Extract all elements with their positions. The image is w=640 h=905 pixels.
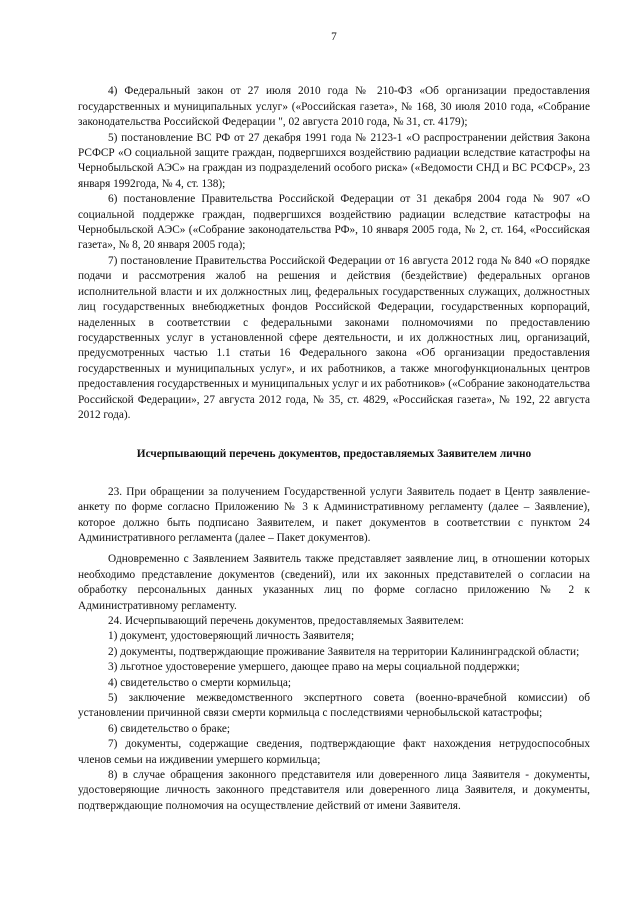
document-list-item-8: 8) в случае обращения законного представителя или доверенного лица Заявителя - документы, удостоверяющие личность законного представителя или доверенного лица Заявителя, и документы, подтверждающие полномочия на осуществление действий от имени Заявителя.	[78, 769, 590, 812]
clause-23: 23. При обращении за получением Государственной услуги Заявитель подает в Центр заявление-анкету по форме согласно Приложению № 3 к Административному регламенту (далее – Заявление), которое должно быть подписано Заявителем, и пакет документов в соответствии с пунктом 24 Административного регламента (далее – Пакет документов).	[78, 485, 590, 544]
document-list-item-3: 3) льготное удостоверение умершего, дающее право на меры социальной поддержки;	[108, 661, 520, 674]
law-item-5: 5) постановление ВС РФ от 27 декабря 1991 года № 2123-1 «О распространении действия Закона РСФСР «О социальной защите граждан, подвергшихся воздействию радиации вследствие катастрофы на Чернобыльской АЭС» на граждан из подразделений особого риска» («Ведомости СНД и ВС РСФСР», 23 января 1992года, № 4, ст. 138);	[78, 131, 590, 190]
law-item-6: 6) постановление Правительства Российской Федерации от 31 декабря 2004 года № 907 «О социальной поддержке граждан, подвергшихся воздействию радиации вследствие катастрофы на Чернобыльской АЭС» («Собрание законодательства РФ», 10 января 2005 года, № 2, ст. 164, «Российская газета», № 8, 20 января 2005 года);	[78, 193, 590, 252]
page-number: 7	[331, 31, 337, 43]
clause-24-intro: 24. Исчерпывающий перечень документов, предоставляемых Заявителем:	[108, 615, 464, 627]
document-list-item-1: 1) документ, удостоверяющий личность Заявителя;	[108, 630, 355, 643]
document-list-item-7: 7) документы, содержащие сведения, подтверждающие факт нахождения нетрудоспособных членов семьи на иждивении умершего кормильца;	[78, 738, 590, 766]
law-item-4: 4) Федеральный закон от 27 июля 2010 года № 210-ФЗ «Об организации предоставления государственных и муниципальных услуг» («Российская газета», № 168, 30 июля 2010 года, «Собрание законодательства Российской Федерации ", 02 августа 2010 года, № 31, ст. 4179);	[78, 85, 590, 129]
document-list-item-4: 4) свидетельство о смерти кормильца;	[108, 676, 291, 689]
section-heading: Исчерпывающий перечень документов, предоставляемых Заявителем лично	[136, 448, 532, 461]
law-item-7: 7) постановление Правительства Российской Федерации от 16 августа 2012 года № 840 «О порядке подачи и рассмотрения жалоб на решения и действия (бездействие) федеральных органов исполнительной власти и их должностных лиц, федеральных государственных служащих, должностных лиц государственных внебюджетных фондов Российской Федерации, государственных корпораций, наделенных в соответствии с федеральными законами полномочиями по предоставлению государственных услуг в установленной сфере деятельности, и их должностных лиц, организаций, предусмотренных частью 1.1 статьи 16 Федерального закона «Об организации предоставления государственных и муниципальных услуг», и их работников, а также многофункциональных центров предоставления государственных и муниципальных услуг и их работников» («Собрание законодательства Российской Федерации», 27 августа 2012 года, № 35, ст. 4829, «Российская газета», № 192, 22 августа 2012 года).	[78, 254, 590, 421]
document-list-item-5: 5) заключение межведомственного экспертного совета (военно-врачебной комиссии) об установлении причинной связи смерти кормильца с последствиями чернобыльской катастрофы;	[78, 692, 590, 720]
document-list-item-6: 6) свидетельство о браке;	[108, 722, 231, 735]
clause-23-consent: Одновременно с Заявлением Заявитель также представляет заявление лиц, в отношении которых необходимо представление документов (сведений), или их законных представителей о согласии на обработку персональных данных указанных лиц по форме согласно приложению № 2 к Административному регламенту.	[78, 553, 590, 612]
document-list-item-2: 2) документы, подтверждающие проживание Заявителя на территории Калининградской области;	[108, 645, 580, 658]
